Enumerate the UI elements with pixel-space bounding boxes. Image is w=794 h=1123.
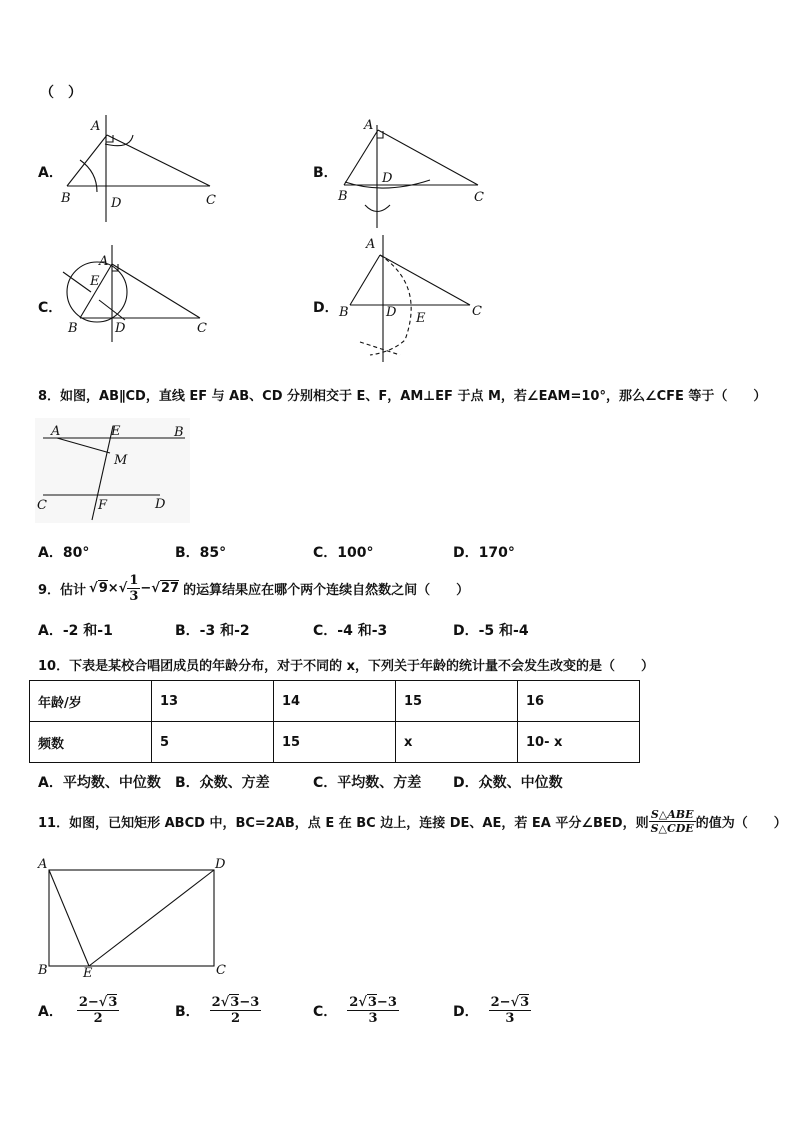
table-cell: x xyxy=(396,722,518,763)
dashed-mark xyxy=(360,342,400,355)
q9-prefix: 9．估计 xyxy=(38,583,87,598)
label-a: A xyxy=(51,424,61,439)
q8-stem: 8．如图，AB∥CD，直线 EF 与 AB、CD 分别相交于 E、F，AM⊥EF 于点 M，若∠EAM=10°，那么∠CFE 等于（ ） xyxy=(38,389,767,404)
arc-mark-b xyxy=(80,160,97,192)
label-e: E xyxy=(111,424,121,439)
label-e: E xyxy=(90,274,100,289)
label-c: C xyxy=(472,304,482,319)
label-c: C xyxy=(216,963,226,978)
table-cell: 14 xyxy=(274,681,396,722)
label-d: D xyxy=(155,497,166,512)
table-cell: 年龄/岁 xyxy=(30,681,152,722)
label-f: F xyxy=(98,498,108,513)
q11-stem xyxy=(38,808,787,835)
q7-figure-c xyxy=(55,240,225,345)
q9-times: × xyxy=(107,581,119,596)
label-d: D xyxy=(382,171,393,186)
q7-option-a-letter: A． xyxy=(38,165,63,181)
q7-option-b-letter: B． xyxy=(313,165,338,181)
label-b: B xyxy=(339,305,349,320)
q9-option-c: C．-4 和-3 xyxy=(313,623,388,639)
label-a: A xyxy=(364,118,374,133)
q9-minus: − xyxy=(140,581,152,596)
q11-option-c: C． $\frac{2√3-3}{3}$ xyxy=(313,995,397,1026)
segment-ac xyxy=(380,255,470,305)
q9-suffix: 的运算结果应在哪个两个连续自然数之间（ ） xyxy=(183,583,470,598)
table-cell: 10- x xyxy=(518,722,640,763)
q7-figure-b xyxy=(330,110,500,230)
segment-ac xyxy=(112,264,200,318)
q11-figure xyxy=(35,855,235,980)
label-a: A xyxy=(38,857,48,872)
label-c: C xyxy=(37,498,47,513)
label-b: B xyxy=(338,189,348,204)
q9-sqrt-frac: √ $\frac{1}{3}$ xyxy=(118,573,139,604)
q9-stem xyxy=(38,573,469,604)
q10-option-c: C．平均数、方差 xyxy=(313,775,422,791)
label-b: B xyxy=(68,321,78,336)
q9-option-b: B．-3 和-2 xyxy=(175,623,250,639)
q8-option-b: B．85° xyxy=(175,545,227,561)
rectangle-abcd xyxy=(49,870,214,966)
label-a: A xyxy=(99,254,109,269)
q9-sqrt-9: √9 xyxy=(89,581,108,596)
label-b: B xyxy=(174,425,184,440)
label-d: D xyxy=(386,305,397,320)
q9-sqrt-27: √27 xyxy=(151,581,180,596)
table-row xyxy=(30,681,640,722)
table-cell: 15 xyxy=(274,722,396,763)
segment-ae xyxy=(49,870,89,966)
label-d: D xyxy=(111,196,122,211)
q9-option-d: D．-5 和-4 xyxy=(453,623,529,639)
label-d: D xyxy=(115,321,126,336)
label-c: C xyxy=(197,321,207,336)
segment-ab xyxy=(67,135,107,186)
q11-stem-part1: 11．如图，已知矩形 ABCD 中，BC=2AB，点 E 在 BC 边上，连接 DE、AE，若 EA 平分∠BED，则 xyxy=(38,816,649,831)
q9-option-a: A．-2 和-1 xyxy=(38,623,113,639)
label-b: B xyxy=(38,963,48,978)
label-c: C xyxy=(474,190,484,205)
table-cell: 16 xyxy=(518,681,640,722)
q8-option-c: C．100° xyxy=(313,545,374,561)
q10-option-a: A．平均数、中位数 xyxy=(38,775,161,791)
q8-option-a: A．80° xyxy=(38,545,90,561)
table-cell: 5 xyxy=(152,722,274,763)
label-e: E xyxy=(83,966,93,980)
q10-stem: 10．下表是某校合唱团成员的年龄分布，对于不同的 x，下列关于年龄的统计量不会发生改变的是（ ） xyxy=(38,659,655,674)
label-a: A xyxy=(366,237,376,252)
q11-option-d: D． $\frac{2-√3}{3}$ xyxy=(453,995,530,1026)
segment-ab xyxy=(344,130,378,185)
table-cell: 15 xyxy=(396,681,518,722)
table-cell: 频数 xyxy=(30,722,152,763)
q11-stem-part2: 的值为（ ） xyxy=(695,816,787,831)
q7-option-c-letter: C． xyxy=(38,300,63,316)
q8-option-d: D．170° xyxy=(453,545,515,561)
q10-option-b: B．众数、方差 xyxy=(175,775,270,791)
label-c: C xyxy=(206,193,216,208)
q10-option-d: D．众数、中位数 xyxy=(453,775,563,791)
label-m: M xyxy=(114,453,128,468)
q11-option-a: A． $\frac{2-√3}{2}$ xyxy=(38,995,118,1026)
segment-ac xyxy=(107,135,210,186)
label-b: B xyxy=(61,191,71,206)
segment-ac xyxy=(378,130,478,185)
label-a: A xyxy=(91,119,101,134)
q11-area-ratio: $\frac{\text{S△ABE}}{\text{S△CDE}}$ xyxy=(650,808,694,835)
q8-figure xyxy=(35,418,190,523)
label-d: D xyxy=(215,857,226,872)
q11-option-b: B． $\frac{2√3-3}{2}$ xyxy=(175,995,260,1026)
construction-circle xyxy=(67,262,127,322)
question-7-answer-paren: （ ） xyxy=(40,85,82,101)
segment-ab xyxy=(350,255,380,305)
segment-ab xyxy=(80,264,112,318)
q7-option-d-letter: D． xyxy=(313,300,339,316)
table-cell: 13 xyxy=(152,681,274,722)
q7-figure-d xyxy=(330,230,500,365)
age-frequency-table xyxy=(29,680,640,763)
q7-figure-a xyxy=(55,110,235,225)
label-e: E xyxy=(416,311,426,326)
segment-de xyxy=(89,870,214,966)
table-row xyxy=(30,722,640,763)
